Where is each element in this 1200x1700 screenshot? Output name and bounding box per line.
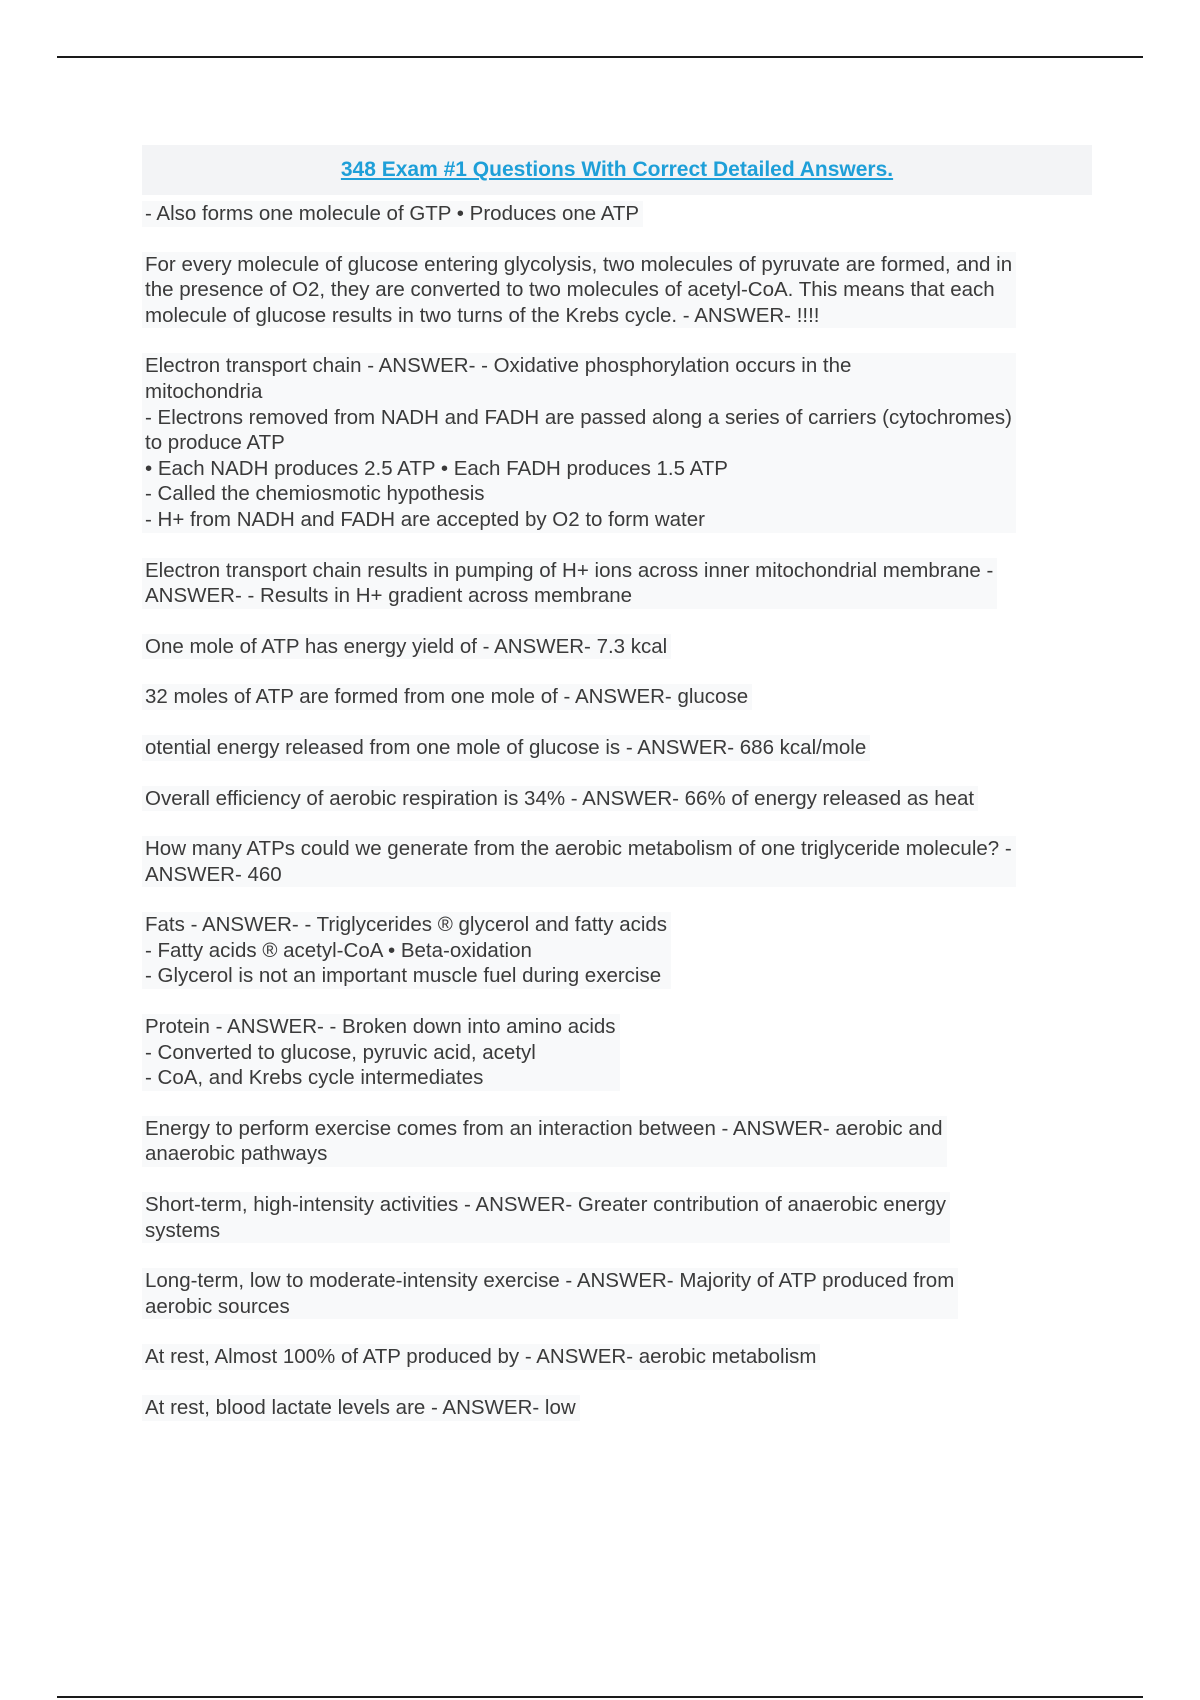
qa-entry-line: Fats - ANSWER- - Triglycerides ® glycerol and fatty acids (145, 913, 668, 937)
qa-entry (142, 1014, 620, 1091)
qa-entry-line: - Electrons removed from NADH and FADH are passed along a series of carriers (cytochromes) (145, 405, 1013, 429)
qa-entry (142, 1395, 580, 1421)
qa-entry-line: otential energy released from one mole of glucose is - ANSWER- 686 kcal/mole (145, 735, 867, 759)
top-rule (57, 56, 1143, 58)
qa-entry (142, 735, 870, 761)
qa-entry (142, 634, 671, 660)
qa-entry-line: ANSWER- 460 (145, 862, 282, 886)
qa-entry-line: - CoA, and Krebs cycle intermediates (145, 1066, 484, 1090)
qa-entry (142, 1116, 947, 1167)
qa-entry-line: At rest, Almost 100% of ATP produced by - ANSWER- aerobic metabolism (145, 1345, 817, 1369)
qa-entry-line: Overall efficiency of aerobic respiration is 34% - ANSWER- 66% of energy released as heat (145, 786, 975, 810)
qa-entry-line: molecule of glucose results in two turns of the Krebs cycle. - ANSWER- !!!! (145, 303, 820, 327)
qa-entry-line: Short-term, high-intensity activities - ANSWER- Greater contribution of anaerobic energy (145, 1193, 946, 1217)
qa-entry-line: How many ATPs could we generate from the aerobic metabolism of one triglyceride molecule? - (145, 837, 1012, 861)
qa-entry-line: At rest, blood lactate levels are - ANSWER- low (145, 1396, 576, 1419)
qa-entry-line: aerobic sources (145, 1294, 290, 1318)
qa-entry (142, 786, 978, 812)
title-bar (142, 145, 1092, 195)
qa-entry-line: the presence of O2, they are converted to two molecules of acetyl-CoA. This means that each (145, 278, 995, 302)
qa-entry (142, 558, 997, 609)
qa-entry (142, 201, 643, 227)
qa-entry-line: Electron transport chain - ANSWER- - Oxidative phosphorylation occurs in the (145, 354, 852, 378)
qa-entry-line: - Fatty acids ® acetyl-CoA • Beta-oxidation (145, 938, 532, 962)
document-body (142, 145, 1092, 1446)
qa-entry-line: - H+ from NADH and FADH are accepted by O2 to form water (145, 507, 705, 531)
qa-entry (142, 912, 671, 989)
qa-entry-line: - Called the chemiosmotic hypothesis (145, 482, 485, 506)
qa-entry (142, 1192, 950, 1243)
qa-entry-line: - Converted to glucose, pyruvic acid, acetyl (145, 1040, 536, 1064)
qa-entry (142, 353, 1016, 532)
qa-entry (142, 252, 1016, 329)
qa-entry-line: Electron transport chain results in pumping of H+ ions across inner mitochondrial membrane - (145, 558, 994, 582)
qa-entry-line: 32 moles of ATP are formed from one mole of - ANSWER- glucose (145, 685, 749, 709)
qa-entry-line: Energy to perform exercise comes from an interaction between - ANSWER- aerobic and (145, 1116, 943, 1140)
qa-entry-line: systems (145, 1218, 221, 1242)
qa-entry-line: anaerobic pathways (145, 1142, 328, 1166)
qa-entry-line: Long-term, low to moderate-intensity exercise - ANSWER- Majority of ATP produced from (145, 1269, 955, 1293)
qa-entry-line: ANSWER- - Results in H+ gradient across membrane (145, 584, 633, 608)
qa-entry (142, 1268, 958, 1319)
qa-list (142, 201, 1092, 1421)
qa-entry-line: • Each NADH produces 2.5 ATP • Each FADH produces 1.5 ATP (145, 456, 728, 480)
document-title-link[interactable]: 348 Exam #1 Questions With Correct Detailed Answers. (340, 158, 894, 181)
qa-entry-line: - Glycerol is not an important muscle fuel during exercise (145, 964, 662, 988)
qa-entry (142, 836, 1016, 887)
qa-entry-line: One mole of ATP has energy yield of - ANSWER- 7.3 kcal (145, 634, 668, 658)
qa-entry-line: to produce ATP (145, 431, 285, 455)
qa-entry (142, 1344, 820, 1370)
qa-entry-line: Protein - ANSWER- - Broken down into amino acids (145, 1015, 616, 1039)
qa-entry (142, 684, 752, 710)
bottom-rule (57, 1696, 1143, 1698)
qa-entry-line: For every molecule of glucose entering glycolysis, two molecules of pyruvate are formed, and in (145, 252, 1013, 276)
qa-entry-line: - Also forms one molecule of GTP • Produces one ATP (145, 202, 640, 225)
qa-entry-line: mitochondria (145, 379, 263, 403)
